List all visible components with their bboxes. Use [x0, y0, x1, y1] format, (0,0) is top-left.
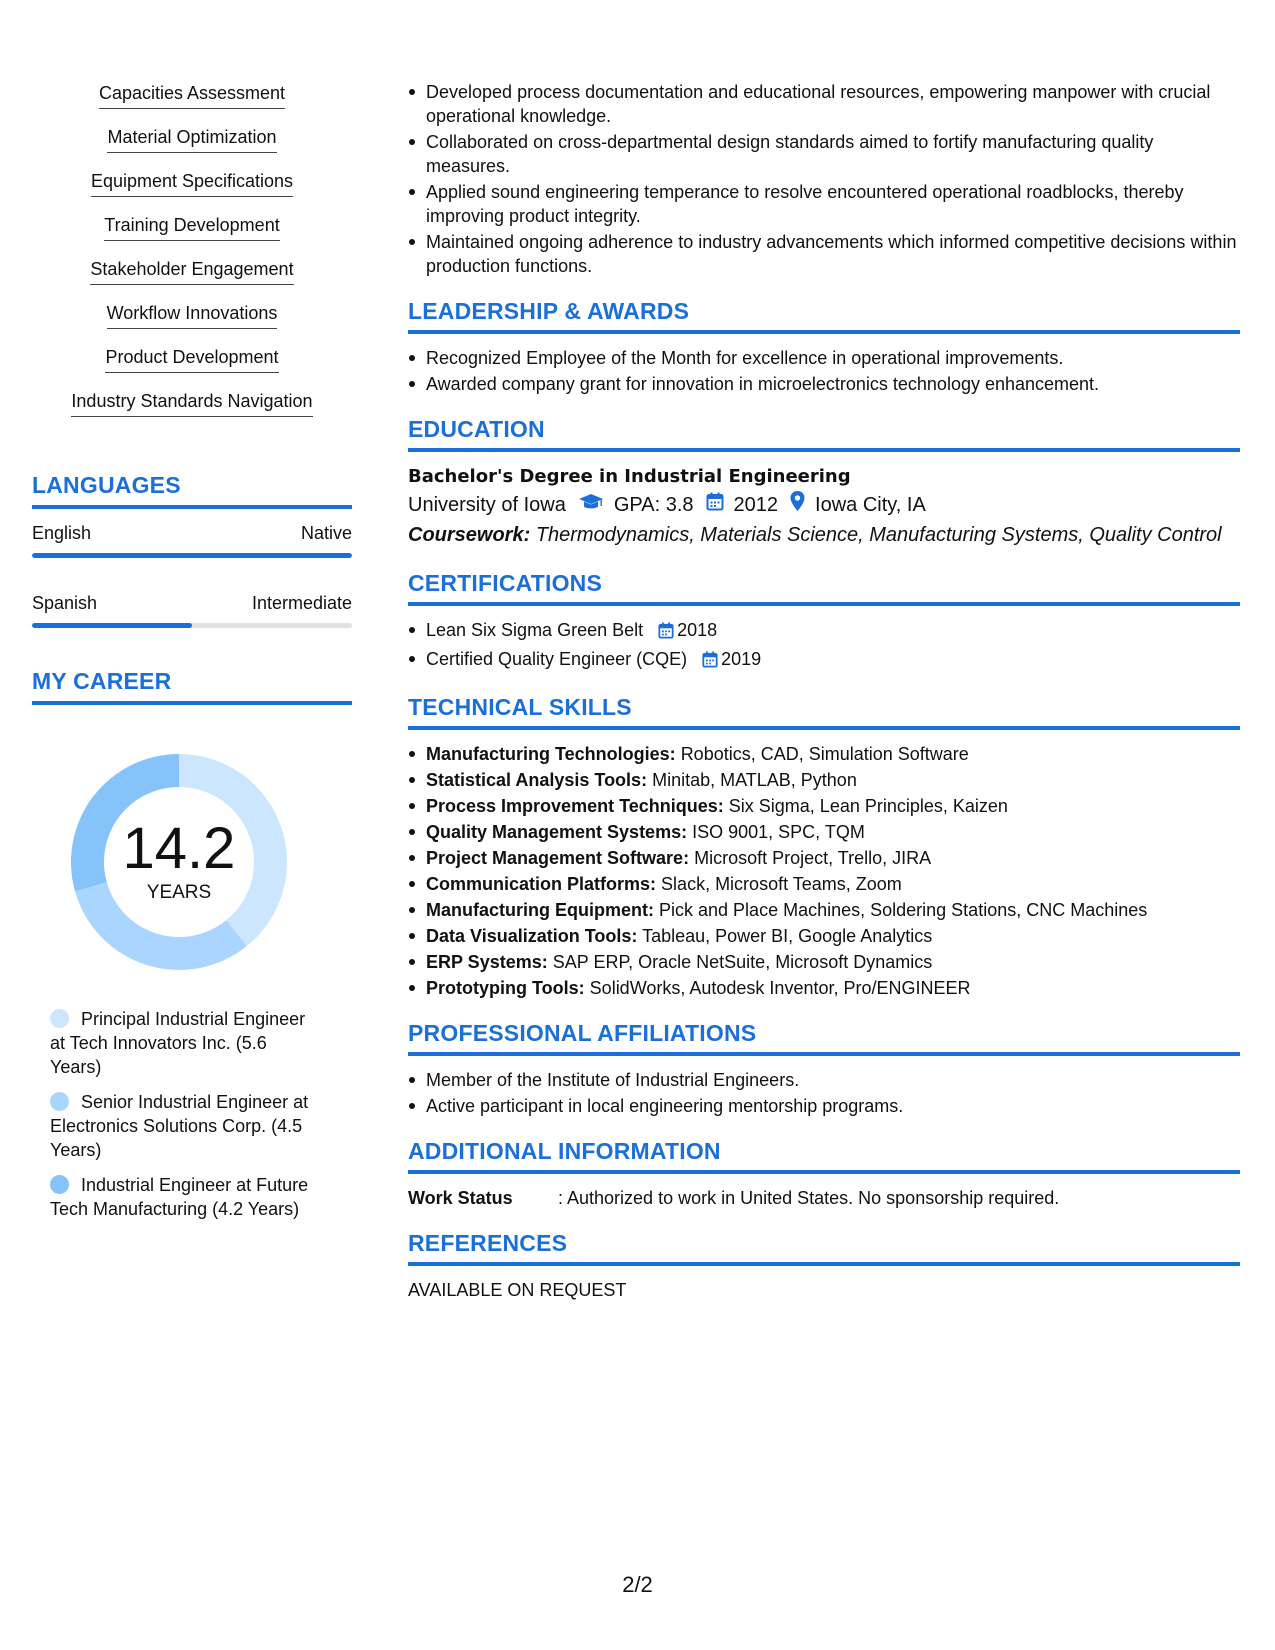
career-legend-item [50, 1007, 320, 1079]
skill-item: Training Development [104, 214, 279, 241]
experience-bullet: Developed process documentation and educational resources, empowering manpower with crucial operational knowledge. [426, 80, 1240, 128]
sidebar [32, 82, 352, 1232]
skill-category: Quality Management Systems: [426, 822, 688, 842]
skill-values: Tableau, Power BI, Google Analytics [642, 926, 933, 946]
language-entry [32, 521, 352, 558]
career-total-unit: YEARS [146, 882, 212, 903]
skill-values: SolidWorks, Autodesk Inventor, Pro/ENGINEER [589, 978, 971, 998]
calendar-icon [702, 650, 718, 674]
career-label: Senior Industrial Engineer at Electronics Solutions Corp. (4.5 Years) [50, 1092, 309, 1160]
language-entry [32, 591, 352, 628]
education-coursework [408, 520, 1240, 550]
certification-item [426, 647, 1240, 674]
work-status-row [408, 1186, 1240, 1210]
skill-category: Prototyping Tools: [426, 978, 585, 998]
legend-dot [50, 1175, 69, 1194]
language-proficiency-bar [32, 623, 352, 628]
language-proficiency-bar [32, 553, 352, 558]
skill-category: Manufacturing Technologies: [426, 744, 676, 764]
technical-skill-item [426, 872, 1240, 896]
technical-skill-item [426, 794, 1240, 818]
career-label: Principal Industrial Engineer at Tech Innovators Inc. (5.6 Years) [50, 1009, 306, 1077]
references-text: AVAILABLE ON REQUEST [408, 1280, 627, 1300]
technical-skill-item [426, 820, 1240, 844]
language-level: Intermediate [251, 593, 352, 613]
languages-heading: LANGUAGES [32, 472, 352, 509]
skill-values: Microsoft Project, Trello, JIRA [694, 848, 932, 868]
career-legend-item [50, 1090, 320, 1162]
education-gpa: GPA: 3.8 [613, 494, 694, 516]
career-legend-item [50, 1173, 320, 1221]
affiliations-heading: PROFESSIONAL AFFILIATIONS [408, 1020, 1240, 1056]
skill-values: Six Sigma, Lean Principles, Kaizen [728, 796, 1008, 816]
certification-item [426, 618, 1240, 645]
skill-values: Minitab, MATLAB, Python [652, 770, 857, 790]
skill-item: Material Optimization [107, 126, 276, 153]
additional-info-section [408, 1138, 1240, 1210]
skill-values: Pick and Place Machines, Soldering Stations, CNC Machines [659, 900, 1148, 920]
education-degree: Bachelor's Degree in Industrial Engineering [408, 466, 851, 487]
career-heading: MY CAREER [32, 668, 352, 705]
certifications-section [408, 570, 1240, 674]
leadership-heading: LEADERSHIP & AWARDS [408, 298, 1240, 334]
technical-skill-item [426, 898, 1240, 922]
skill-item: Industry Standards Navigation [71, 390, 312, 417]
technical-skill-item [426, 924, 1240, 948]
skills-list [32, 82, 352, 434]
experience-bullets [408, 80, 1240, 278]
technical-skill-item [426, 768, 1240, 792]
additional-info-heading: ADDITIONAL INFORMATION [408, 1138, 1240, 1174]
skill-item: Equipment Specifications [91, 170, 293, 197]
skill-item: Product Development [105, 346, 278, 373]
affiliation-item: Member of the Institute of Industrial Engineers. [426, 1068, 1240, 1092]
education-heading: EDUCATION [408, 416, 1240, 452]
affiliation-item: Active participant in local engineering mentorship programs. [426, 1094, 1240, 1118]
donut-center [64, 747, 294, 977]
skill-category: Data Visualization Tools: [426, 926, 638, 946]
certification-year: 2018 [677, 620, 718, 640]
certification-year: 2019 [721, 649, 762, 669]
skill-item: Stakeholder Engagement [90, 258, 293, 285]
language-proficiency-fill [32, 553, 352, 558]
language-name: English [32, 523, 92, 543]
affiliations-section [408, 1020, 1240, 1118]
skill-values: Robotics, CAD, Simulation Software [680, 744, 969, 764]
skill-item: Capacities Assessment [99, 82, 285, 109]
career-legend [32, 1007, 320, 1221]
technical-skills-section [408, 694, 1240, 1000]
education-meta [408, 490, 1240, 520]
page-number: 2/2 [622, 1572, 653, 1597]
skill-values: SAP ERP, Oracle NetSuite, Microsoft Dynamics [552, 952, 933, 972]
language-level: Native [300, 523, 352, 543]
calendar-icon [658, 621, 674, 645]
language-proficiency-fill [32, 623, 192, 628]
skill-category: Manufacturing Equipment: [426, 900, 654, 920]
language-name: Spanish [32, 593, 98, 613]
skill-category: Project Management Software: [426, 848, 690, 868]
leadership-item: Recognized Employee of the Month for excellence in operational improvements. [426, 346, 1240, 370]
leadership-section [408, 298, 1240, 396]
education-section [408, 416, 1240, 550]
coursework-label: Coursework: [408, 524, 531, 546]
legend-dot [50, 1009, 69, 1028]
experience-bullet: Maintained ongoing adherence to industry advancements which informed competitive decisions within production functions. [426, 230, 1240, 278]
skill-category: Process Improvement Techniques: [426, 796, 724, 816]
legend-dot [50, 1092, 69, 1111]
work-status-value: : Authorized to work in United States. No sponsorship required. [558, 1188, 1060, 1208]
graduation-cap-icon [578, 490, 604, 520]
references-heading: REFERENCES [408, 1230, 1240, 1266]
certification-name: Certified Quality Engineer (CQE) [426, 649, 688, 669]
education-school: University of Iowa [408, 494, 566, 516]
work-status-label: Work Status [408, 1188, 513, 1208]
technical-skill-item [426, 950, 1240, 974]
calendar-icon [706, 490, 724, 520]
main-content [408, 80, 1240, 1302]
skill-category: Communication Platforms: [426, 874, 657, 894]
technical-skill-item [426, 976, 1240, 1000]
skill-item: Workflow Innovations [107, 302, 278, 329]
coursework-value: Thermodynamics, Materials Science, Manufacturing Systems, Quality Control [535, 524, 1222, 546]
education-year: 2012 [733, 494, 779, 516]
experience-bullet: Collaborated on cross-departmental design standards aimed to fortify manufacturing quality measures. [426, 130, 1240, 178]
career-label: Industrial Engineer at Future Tech Manufacturing (4.2 Years) [50, 1175, 309, 1219]
skill-category: ERP Systems: [426, 952, 548, 972]
technical-skill-item [426, 742, 1240, 766]
education-location: Iowa City, IA [815, 494, 926, 516]
skill-values: ISO 9001, SPC, TQM [692, 822, 865, 842]
references-section [408, 1230, 1240, 1302]
experience-bullet: Applied sound engineering temperance to resolve encountered operational roadblocks, thereby improving product integrity. [426, 180, 1240, 228]
career-total-years: 14.2 [122, 816, 236, 881]
skill-category: Statistical Analysis Tools: [426, 770, 648, 790]
career-donut-chart [64, 747, 294, 977]
certifications-heading: CERTIFICATIONS [408, 570, 1240, 606]
technical-skill-item [426, 846, 1240, 870]
leadership-item: Awarded company grant for innovation in microelectronics technology enhancement. [426, 372, 1240, 396]
certification-name: Lean Six Sigma Green Belt [426, 620, 644, 640]
languages-list [32, 521, 352, 628]
skill-values: Slack, Microsoft Teams, Zoom [661, 874, 902, 894]
location-pin-icon [790, 490, 805, 520]
technical-skills-heading: TECHNICAL SKILLS [408, 694, 1240, 730]
